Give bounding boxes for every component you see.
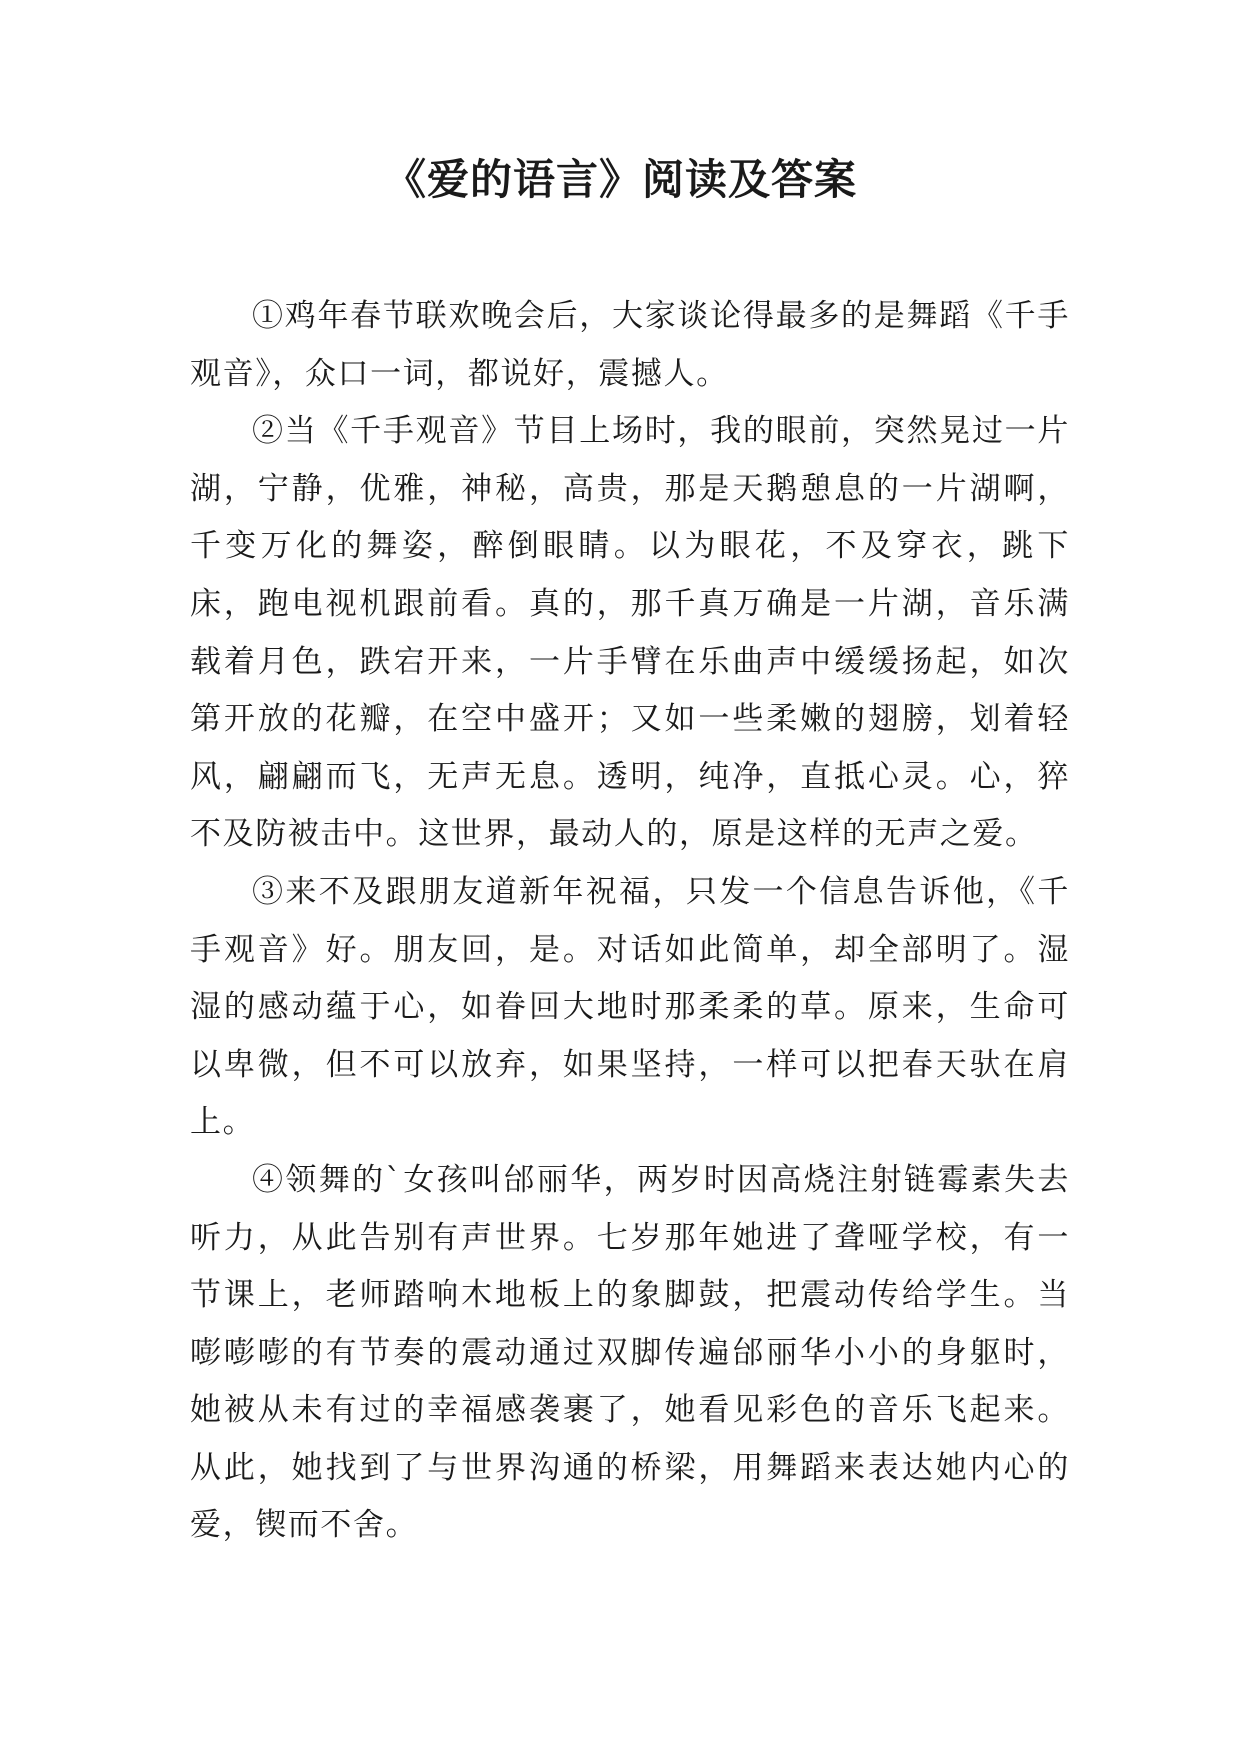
paragraph-1: ①鸡年春节联欢晚会后，大家谈论得最多的是舞蹈《千手观音》，众口一词，都说好，震撼人。 [190,298,1070,392]
paragraph-3: ③来不及跟朋友道新年祝福，只发一个信息告诉他，《千手观音》好。朋友回，是。对话如此简单，却全部明了。湿湿的感动蕴于心，如眷回大地时那柔柔的草。原来，生命可以卑微，但不可以放弃，如果坚持，一样可以把春天驮在肩上。 [190,873,1070,1141]
document-title: 《爱的语言》阅读及答案 [383,155,857,204]
article-body [190,288,1070,1555]
paragraph-2: ②当《千手观音》节目上场时，我的眼前，突然晃过一片湖，宁静，优雅，神秘，高贵，那是天鹅憩息的一片湖啊，千变万化的舞姿，醉倒眼睛。以为眼花，不及穿衣，跳下床，跑电视机跟前看。真的，那千真万确是一片湖，音乐满载着月色，跌宕开来，一片手臂在乐曲声中缓缓扬起，如次第开放的花瓣，在空中盛开；又如一些柔嫩的翅膀，划着轻风，翩翩而飞，无声无息。透明，纯净，直抵心灵。心，猝不及防被击中。这世界，最动人的，原是这样的无声之爱。 [190,413,1070,853]
paragraph-4: ④领舞的`女孩叫邰丽华，两岁时因高烧注射链霉素失去听力，从此告别有声世界。七岁那年她进了聋哑学校，有一节课上，老师踏响木地板上的象脚鼓，把震动传给学生。当嘭嘭嘭的有节奏的震动通过双脚传遍邰丽华小小的身躯时，她被从未有过的幸福感袭裹了，她看见彩色的音乐飞起来。从此，她找到了与世界沟通的桥梁，用舞蹈来表达她内心的爱，锲而不舍。 [190,1161,1070,1544]
